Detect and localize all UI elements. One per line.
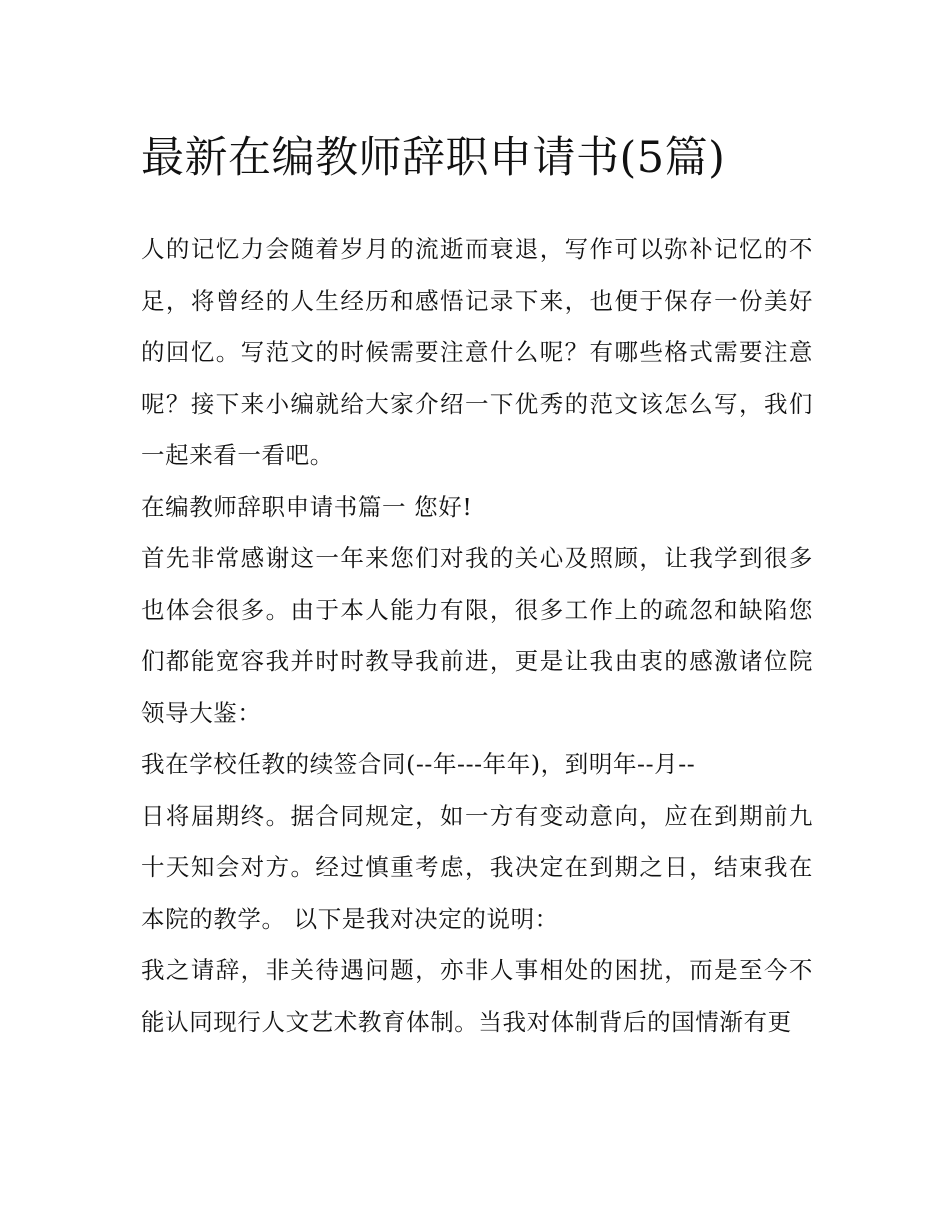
paragraph-reason: 我之请辞，非关待遇问题，亦非人事相处的困扰，而是至今不能认同现行人文艺术教育体制。当我对体制背后的国情渐有更 — [141, 956, 813, 1036]
paragraph-thanks: 首先非常感谢这一年来您们对我的关心及照顾，让我学到很多也体会很多。由于本人能力有限，很多工作上的疏忽和缺陷您们都能宽容我并时时教导我前进，更是让我由衷的感激诸位院领导大鉴： — [141, 544, 813, 727]
document-body — [141, 224, 813, 1048]
document-title: 最新在编教师辞职申请书(5篇) — [141, 133, 726, 183]
paragraph-intro: 人的记忆力会随着岁月的流逝而衰退，写作可以弥补记忆的不足，将曾经的人生经历和感悟记录下来，也便于保存一份美好的回忆。写范文的时候需要注意什么呢？有哪些格式需要注意呢？接下来小编就给大家介绍一下优秀的范文该怎么写，我们一起来看一看吧。 — [141, 235, 813, 469]
paragraph-decision: 日将届期终。据合同规定，如一方有变动意向，应在到期前九十天知会对方。经过慎重考虑，我决定在到期之日，结束我在本院的教学。 以下是我对决定的说明： — [141, 801, 813, 933]
paragraph-contract: 我在学校任教的续签合同(--年---年年)，到明年--月-- — [141, 750, 696, 778]
document-page — [141, 118, 813, 1048]
paragraph-greeting: 在编教师辞职申请书篇一 您好! — [141, 492, 473, 521]
